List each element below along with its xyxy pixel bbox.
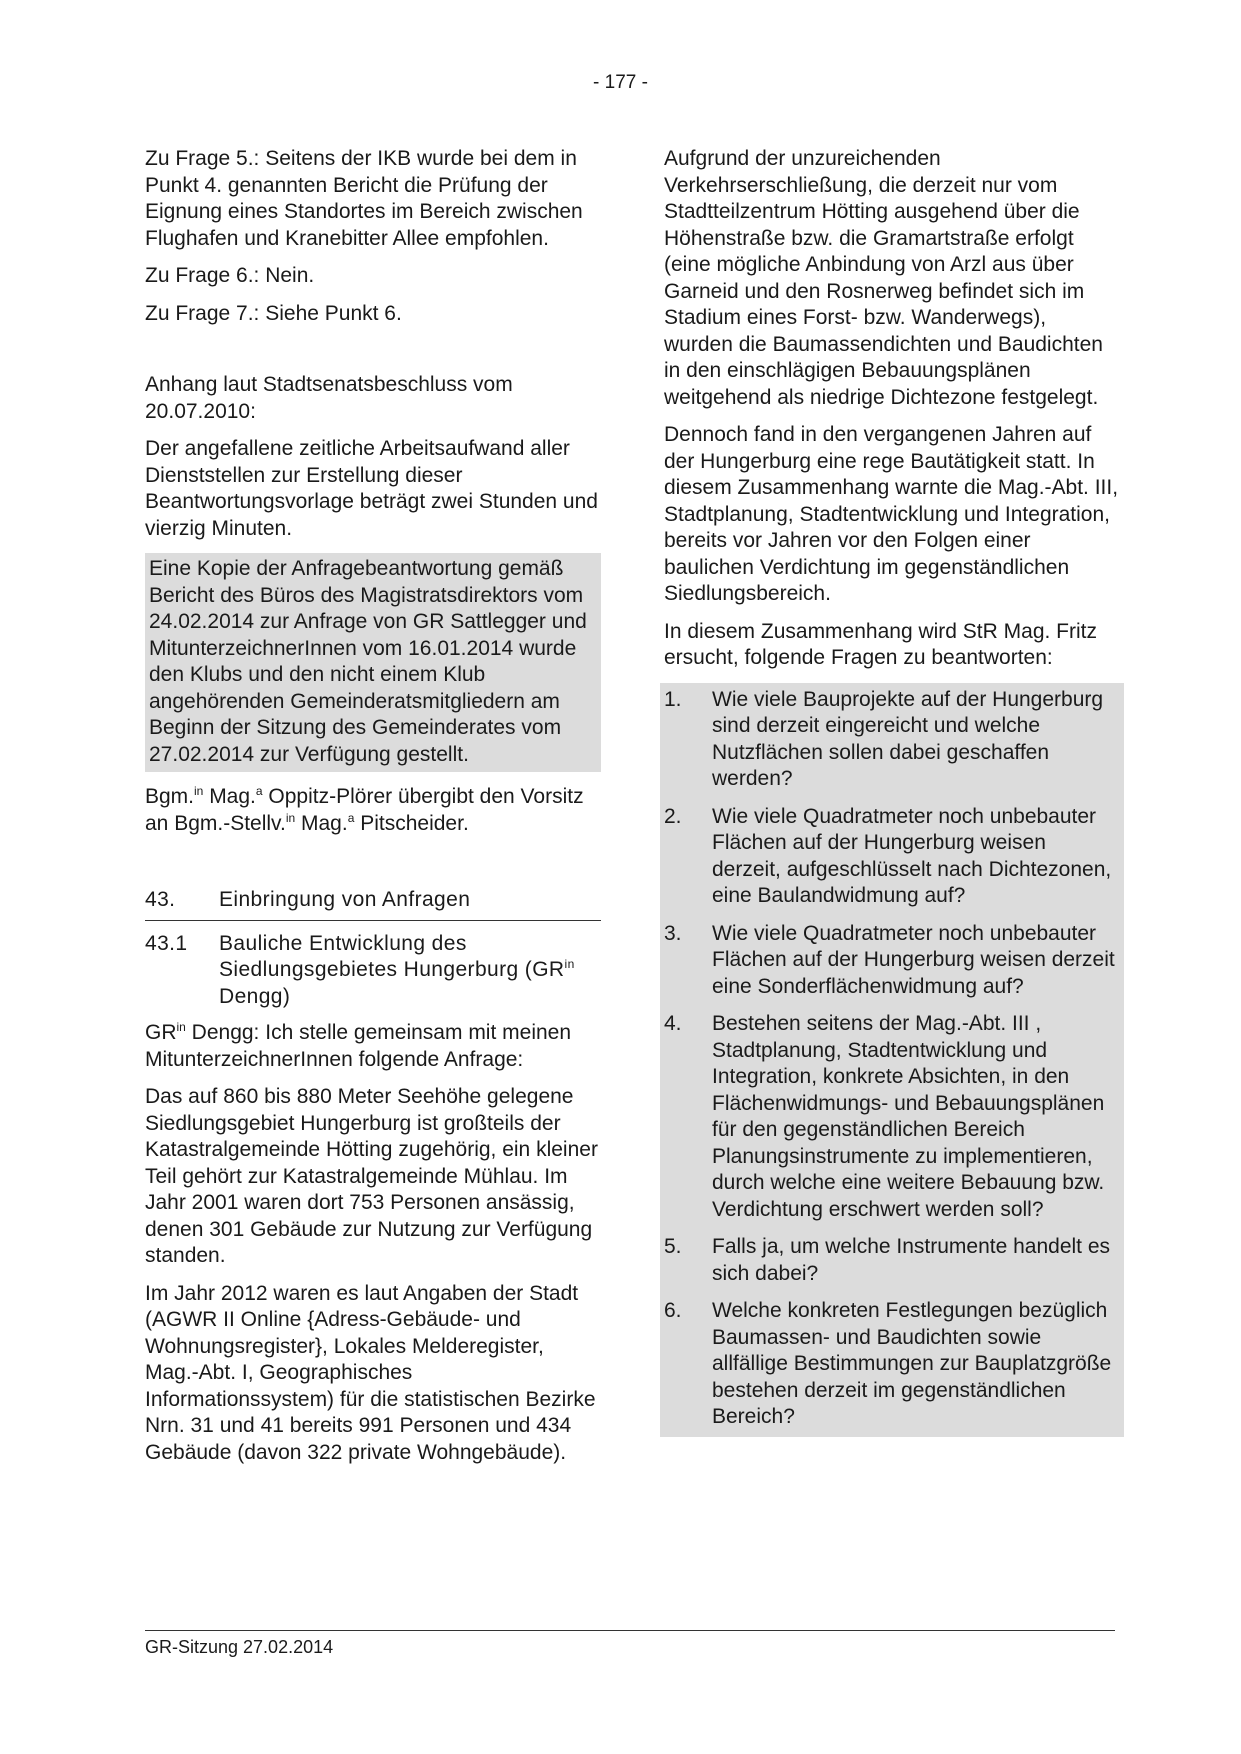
footer-divider xyxy=(145,1630,1115,1631)
work-effort-note: Der angefallene zeitliche Arbeitsaufwand aller Dienststellen zur Erstellung dieser Beantwortungsvorlage beträgt zwei Stunden und vierzig Minuten. xyxy=(145,437,598,540)
chair-handover: Bgm.$^{in}$ Mag.$^a$ Oppitz-Plörer übergibt den Vorsitz an Bgm.-Stellv.$^{in}$ Mag.$^a$ Pitscheider. xyxy=(145,784,584,835)
agenda-item-43-1: 43.1 Bauliche Entwicklung des Siedlungsgebietes Hungerburg ($GR^{in}$ Dengg) xyxy=(145,931,575,1008)
page-number: - 177 - xyxy=(593,72,648,93)
answer-question-6: Zu Frage 6.: Nein. xyxy=(145,264,315,287)
inquiry-paragraph-2: Im Jahr 2012 waren es laut Angaben der Stadt (AGWR II Online {Adress-Gebäude- und Wohnungsregister}, Lokales Melderegister, Mag.-Abt. I, Geographisches Informationssystem) für die statistischen Bezirke Nrn. 31 und 41 bereits 991 Personen und 434 Gebäude (davon 322 private Wohngebäude). xyxy=(145,1281,596,1464)
copy-distribution-note: Eine Kopie der Anfragebeantwortung gemäß Bericht des Büros des Magistratsdirektors vom 24.02.2014 zur Anfrage von GR Sattlegger und MitunterzeichnerInnen vom 16.01.2014 wurde den Klubs und den nicht einem Klub angehörenden Gemeinderatsmitgliedern am Beginn der Sitzung des Gemeinderates vom 27.02.2014 zur Verfügung gestellt. xyxy=(145,553,601,772)
list-item: 2. Wie viele Quadratmeter noch unbebauter Flächen auf der Hungerburg weisen derzeit, aufgeschlüsselt nach Dichtezonen, eine Baulandwidmung auf? xyxy=(664,804,1112,907)
answer-question-7: Zu Frage 7.: Siehe Punkt 6. xyxy=(145,301,402,325)
inquiry-paragraph-4: Dennoch fand in den vergangenen Jahren auf der Hungerburg eine rege Bautätigkeit statt. In diesem Zusammenhang warnte die Mag.-Abt. III, Stadtplanung, Stadtentwicklung und Integration, bereits vor Jahren vor den Folgen einer baulichen Verdichtung im gegenständlichen Siedlungsbereich. xyxy=(664,423,1119,605)
right-column xyxy=(664,146,1120,1437)
inquiry-paragraph-3: Aufgrund der unzureichenden Verkehrserschließung, die derzeit nur vom Stadtteilzentrum Hötting ausgehend über die Höhenstraße bzw. die Gramartstraße erfolgt (eine mögliche Anbindung von Arzl aus über Garneid und den Rosnerweg befindet sich im Stadium eines Forst- bzw. Wanderwegs), wurden die Baumassendichten und Baudichten in den einschlägigen Bebauungsplänen weitgehend als niedrige Dichtezone festgelegt. xyxy=(664,147,1103,409)
footer-session-date: GR-Sitzung 27.02.2014 xyxy=(145,1637,334,1657)
list-item: 5. Falls ja, um welche Instrumente handelt es sich dabei? xyxy=(664,1235,1111,1285)
list-item: 1. Wie viele Bauprojekte auf der Hungerburg sind derzeit eingereicht und welche Nutzflächen sollen dabei geschaffen werden? xyxy=(664,687,1104,790)
answer-question-5: Zu Frage 5.: Seitens der IKB wurde bei dem in Punkt 4. genannten Bericht die Prüfung der Eignung eines Standortes im Bereich zwischen Flughafen und Kranebitter Allee empfohlen. xyxy=(145,147,583,250)
left-column xyxy=(145,146,601,1477)
list-item: 4. Bestehen seitens der Mag.-Abt. III , Stadtplanung, Stadtentwicklung und Integration, konkrete Absichten, in den Flächenwidmungs- und Bebauungsplänen für den gegenständlichen Bereich Planungsinstrumente zu implementieren, durch welche eine weitere Bebauung bzw. Verdichtung erschwert werden soll? xyxy=(664,1012,1105,1221)
inquiry-intro: $GR^{in}$ Dengg: Ich stelle gemeinsam mit meinen MitunterzeichnerInnen folgende Anfrage: xyxy=(145,1020,572,1071)
appendix-heading: Anhang laut Stadtsenatsbeschluss vom 20.07.2010: xyxy=(145,373,513,423)
list-item: 6. Welche konkreten Festlegungen bezüglich Baumassen- und Baudichten sowie allfällige Bestimmungen zur Bauplatzgröße bestehen derzeit im gegenständlichen Bereich? xyxy=(664,1299,1112,1428)
inquiry-paragraph-1: Das auf 860 bis 880 Meter Seehöhe gelegene Siedlungsgebiet Hungerburg ist großteils der Katastralgemeinde Hötting zugehörig, ein kleiner Teil gehört zur Katastralgemeinde Mühlau. Im Jahr 2001 waren dort 753 Personen ansässig, denen 301 Gebäude zur Nutzung zur Verfügung standen. xyxy=(145,1085,598,1267)
list-item: 3. Wie viele Quadratmeter noch unbebauter Flächen auf der Hungerburg weisen derzeit eine Sonderflächenwidmung auf? xyxy=(664,921,1115,998)
inquiry-paragraph-5: In diesem Zusammenhang wird StR Mag. Fritz ersucht, folgende Fragen zu beantworten: xyxy=(664,619,1097,669)
question-list xyxy=(660,683,1124,1437)
agenda-item-43: 43. Einbringung von Anfragen xyxy=(145,887,601,921)
